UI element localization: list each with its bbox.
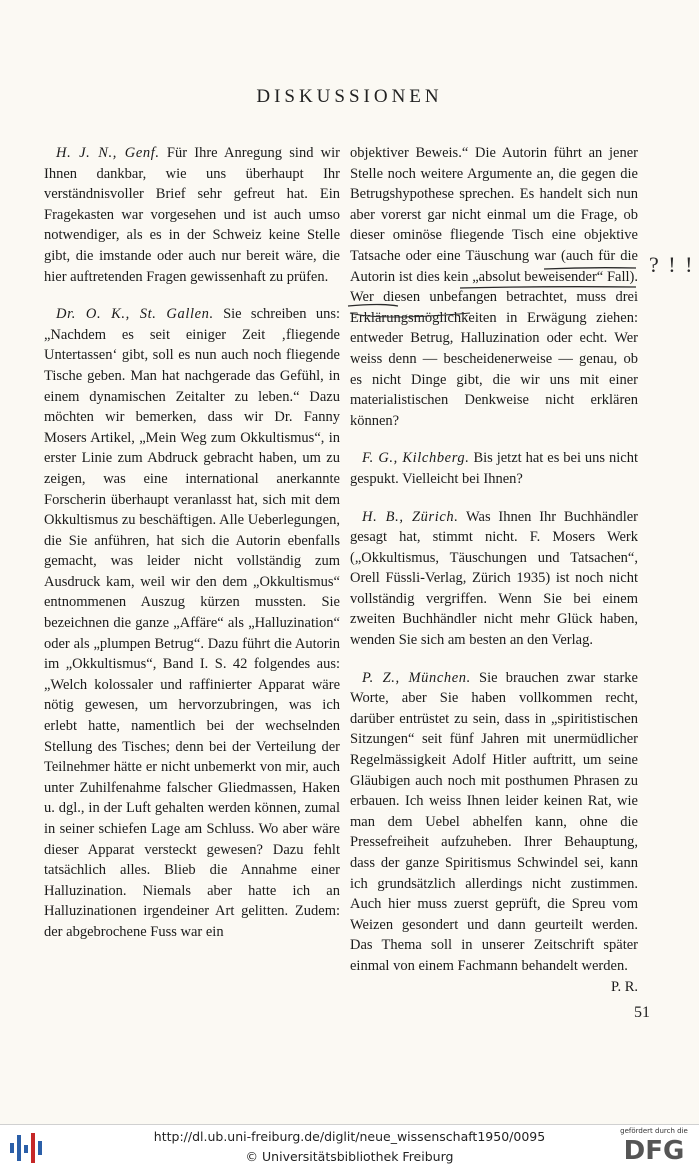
dfg-tagline: gefördert durch die: [620, 1127, 688, 1135]
reply-address: Dr. O. K., St. Gallen.: [56, 306, 214, 323]
letter-reply: [350, 668, 638, 995]
reply-text: Bis jetzt hat es bei uns nicht gespukt. Vielleicht bei Ihnen?: [350, 450, 638, 487]
reply-text: Sie schreiben uns: „Nachdem es seit einiger Zeit ‚fliegende Untertassen‘ gibt, soll es nun auch noch fliegende Tische geben. Man hat nachgerade das Gefühl, in einem dynamischen Zeitalter zu leben.“ Dazu möchten wir bemerken, dass wir Dr. Fanny Mosers Artikel, „Mein Weg zum Okkultismus“, in erster Linie zum Abdruck gebracht haben, um zu zeigen, was eine international anerkannte Forscherin überhaupt veranlasst hat, sich mit dem Okkultismus zu beschäftigen. Alle Ueberlegungen, die Sie anführen, hat sich die Autorin ebenfalls gemacht, was leider nicht vollständig zum Ausdruck kam, weil wir den dem „Okkultismus“ entnommenen Auszug kürzen mussten. Sie bezeichnen die ganze „Affäre“ als „Halluzination“ oder als „plumpen Betrug“. Dazu führt die Autorin im „Okkultismus“, Band I. S. 42 folgendes aus: „Welch kolossaler und raffinierter Apparat wäre nötig gewesen, um hervorzubringen, was ich erlebt hatte, namentlich bei der wechselnden Stellung des Tisches; denn bei der Verteilung der Teilnehmer hätte er nicht unbemerkt von mir, auch unter Zuhilfenahme falscher Gliedmassen, Haken u. dgl., in der Luft gehalten werden können, zumal in seiner schiefen Lage am Schluss. Wo aber wäre dieser Apparat versteckt gewesen? Dazu fehlt tatsächlich alles. Blieb die Annahme einer Halluzination. Niemals aber hatte ich an Halluzinationen irgendeiner Art gelitten. Zudem: der abgebrochene Fuss war ein: [44, 306, 341, 940]
dfg-wordmark: DFG: [623, 1136, 685, 1166]
reply-address: F. G., Kilchberg.: [362, 450, 470, 467]
letter-reply: [44, 143, 340, 287]
left-column: [44, 143, 340, 943]
reply-address: P. Z., München.: [362, 669, 471, 686]
right-column: [350, 143, 638, 997]
letter-reply: [350, 507, 638, 651]
letter-reply: [350, 143, 638, 431]
dfg-logo-icon: [614, 1127, 694, 1169]
reply-text: Was Ihnen Ihr Buchhändler gesagt hat, stimmt nicht. F. Mosers Werk („Okkultismus, Täuschungen und Tatsachen“, Orell Füssli-Verlag, Zürich 1935) ist noch nicht vollständig vergriffen. Wenn Sie bei einem zweiten Buchhändler nicht mehr Glück haben, wenden Sie sich am besten an den Verlag.: [350, 508, 638, 649]
page-number: 51: [634, 1004, 650, 1021]
reply-text: Für Ihre Anregung sind wir Ihnen dankbar, wie uns überhaupt Ihr verständnisvoller Brief sehr gefreut hat. Ein Fragekasten war vorgesehen und ist auch umso notwendiger, als es in der Schweiz keine Stelle gibt, die imstande oder auch nur bereit wäre, die hier auftretenden Fragen gewissenhaft zu prüfen.: [44, 145, 341, 285]
page-title: DISKUSSIONEN: [256, 86, 443, 107]
copyright-text: © Universitätsbibliothek Freiburg: [245, 1149, 454, 1164]
source-url-link[interactable]: http://dl.ub.uni-freiburg.de/diglit/neue_wissenschaft1950/0095: [153, 1129, 546, 1144]
reply-text: Sie brauchen zwar starke Worte, aber Sie haben vollkommen recht, darüber entrüstet zu sein, dass in „spiritistischen Sitzungen“ seit fünf Jahren mit unermüdlicher Regelmässigkeit Adolf Hitler auftritt, um seine Gläubigen auch noch mit posthumen Phrasen zu erbauen. Ich weiss Ihnen leider keinen Rat, wie man dem Uebel abhelfen kann, ohne die Pressefreiheit aufzuheben. Ihrer Behauptung, dass der ganze Spiritismus Schwindel sei, kann ich grundsätzlich allerdings nicht zustimmen. Auch hier muss zuerst geprüft, die Spreu vom Weizen gesondert und dann geurteilt werden. Das Thema soll in unserer Zeitschrift später einmal von einem Fachmann behandelt werden.: [350, 669, 638, 974]
letter-reply: [44, 304, 340, 942]
reply-text: objektiver Beweis.“ Die Autorin führt an jener Stelle noch weitere Argumente an, die gegen die Betrugshypothese sprechen. Es handelt sich nun aber vorerst gar nicht einmal um die Frage, ob dieser ominöse fliegende Tisch eine objektive Tatsache oder eine Täuschung war (auch für die Autorin ist dies kein „absolut beweisender“ Fall). Wer diesen unbefangen betrachtet, muss drei Erklärungsmöglichkeiten in Erwägung ziehen: entweder Betrug, Halluzination oder echt. Wer weiss denn — bescheidenerweise — genau, ob es nicht Dinge gibt, die wir uns mit einer materialistischen Denkweise nicht erklären können?: [350, 145, 638, 429]
reply-signature: P. R.: [610, 978, 638, 995]
reply-address: H. J. N., Genf.: [56, 145, 160, 161]
letter-reply: [350, 448, 638, 489]
footer: [0, 1124, 699, 1170]
margin-note: ? ! !: [649, 252, 695, 277]
reply-address: H. B., Zürich.: [362, 508, 459, 525]
